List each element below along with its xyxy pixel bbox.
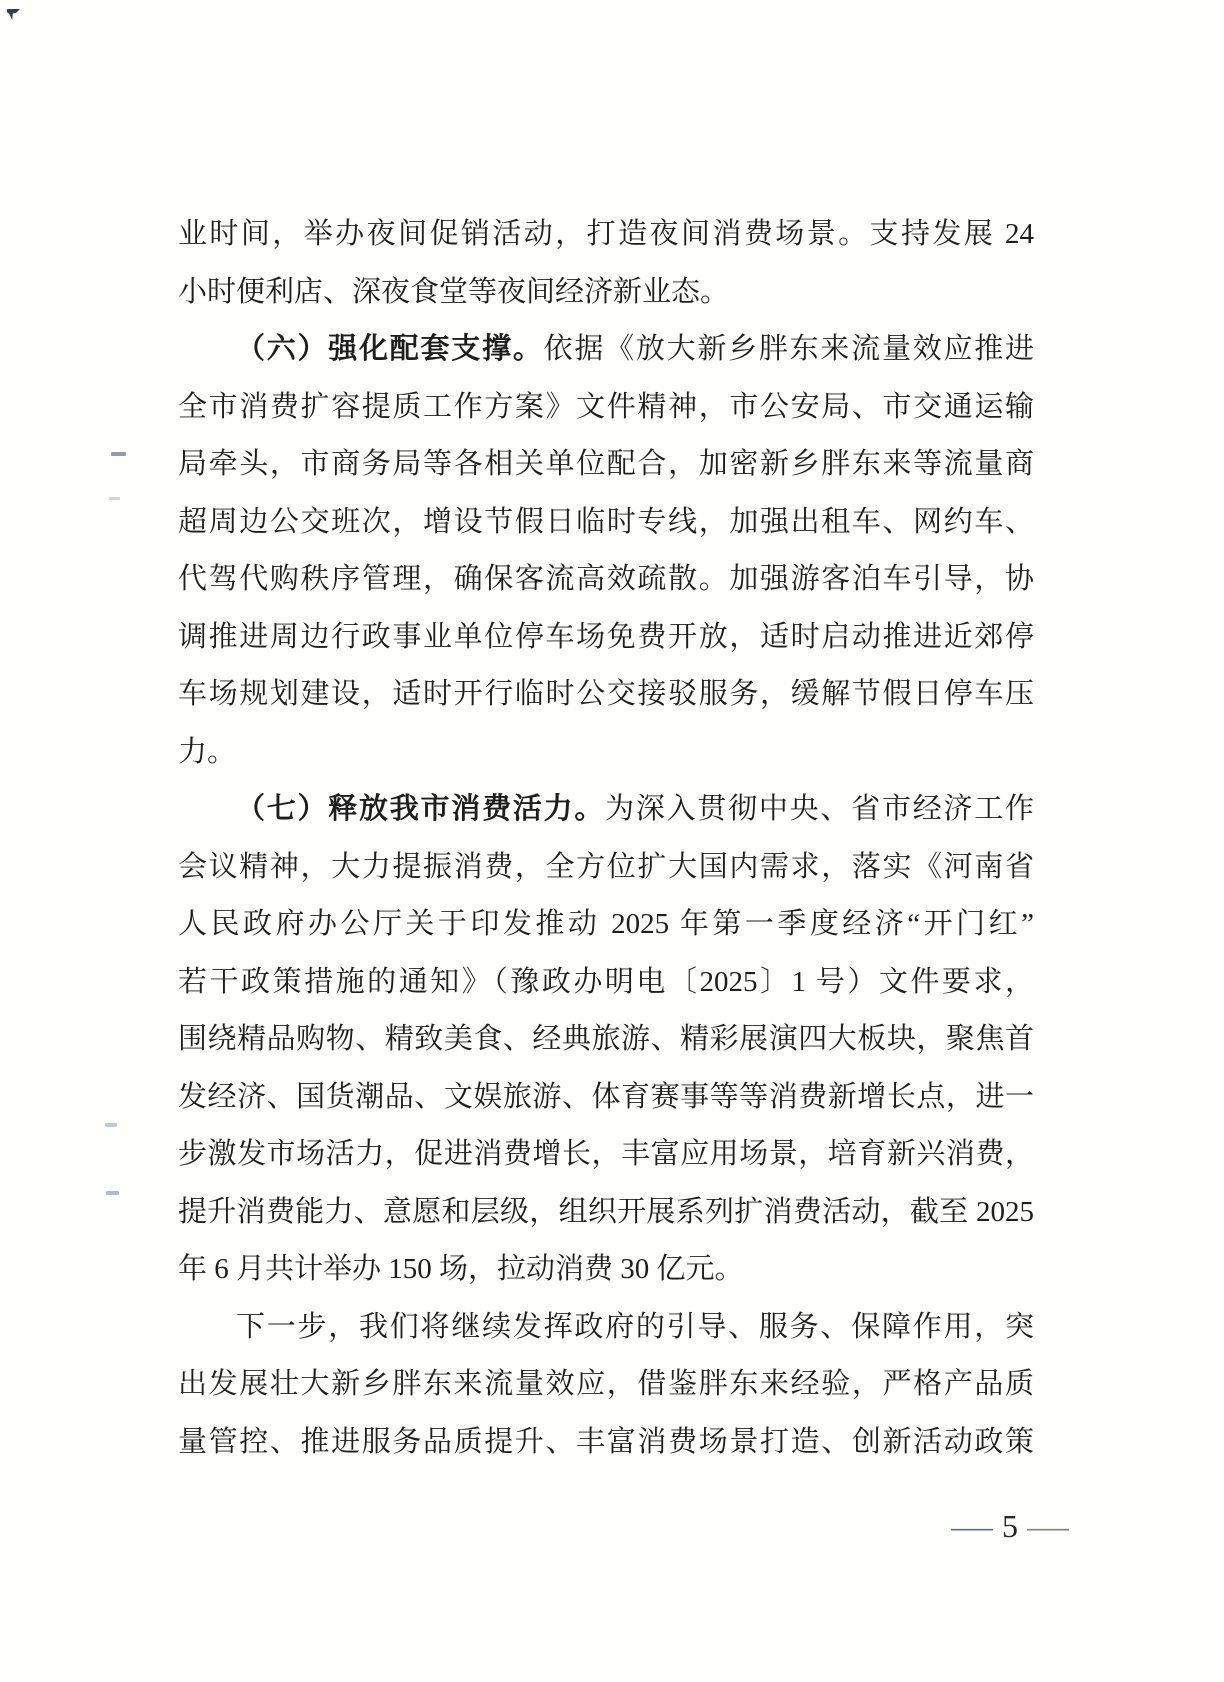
- text-line: [178, 494, 1034, 552]
- line-text: 提升消费能力、意愿和层级，组织开展系列扩消费活动，截至 2025: [178, 1195, 1034, 1228]
- line-text: 人民政府办公厅关于印发推动 2025 年第一季度经济“开门红”: [178, 908, 1034, 940]
- scan-corner-artifact: [7, 9, 20, 20]
- text-line: [178, 839, 1034, 897]
- line-text: 车场规划建设，适时开行临时公交接驳服务，缓解节假日停车压: [178, 678, 1034, 710]
- scan-margin-mark: [106, 1191, 119, 1195]
- line-text: 依据《放大新乡胖东来流量效应推进: [543, 333, 1034, 365]
- line-text: 步激发市场活力，促进消费增长，丰富应用场景，培育新兴消费，: [178, 1138, 1034, 1170]
- text-line: [178, 954, 1034, 1012]
- page-number-dash-right: —: [1027, 1508, 1069, 1544]
- text-line: [178, 1414, 1034, 1472]
- text-line: [178, 206, 1034, 264]
- text-line: [178, 896, 1034, 954]
- line-text: 出发展壮大新乡胖东来流量效应，借鉴胖东来经验，严格产品质: [178, 1368, 1034, 1400]
- body-text: [178, 206, 1034, 1471]
- line-text: 局牵头，市商务局等各相关单位配合，加密新乡胖东来等流量商: [178, 448, 1034, 480]
- text-line: [178, 436, 1034, 494]
- text-line: [178, 321, 1034, 379]
- text-line: [178, 724, 1034, 782]
- scan-margin-mark: [109, 497, 120, 500]
- text-line: [178, 781, 1034, 839]
- line-text: 代驾代购秩序管理，确保客流高效疏散。加强游客泊车引导，协: [178, 563, 1034, 595]
- line-text: 会议精神，大力提振消费，全方位扩大国内需求，落实《河南省: [178, 850, 1034, 883]
- line-text: 全市消费扩容提质工作方案》文件精神，市公安局、市交通运输: [178, 390, 1034, 423]
- text-line: [178, 609, 1034, 667]
- scan-margin-mark: [105, 1123, 117, 1127]
- text-line: [178, 1184, 1034, 1242]
- line-text: 小时便利店、深夜食堂等夜间经济新业态。: [178, 275, 730, 308]
- text-line: [178, 1241, 1034, 1299]
- line-text: 量管控、推进服务品质提升、丰富消费场景打造、创新活动政策: [178, 1425, 1034, 1458]
- text-line: [178, 1011, 1034, 1069]
- line-text: 若干政策措施的通知》（豫政办明电〔2025〕1 号）文件要求，: [178, 965, 1034, 998]
- line-text: 下一步，我们将继续发挥政府的引导、服务、保障作用，突: [236, 1310, 1034, 1343]
- page-number: [951, 1508, 1069, 1545]
- line-text: 发经济、国货潮品、文娱旅游、体育赛事等等消费新增长点，进一: [178, 1080, 1034, 1113]
- text-line: [178, 264, 1034, 322]
- text-line: [178, 379, 1034, 437]
- text-line: [178, 1299, 1034, 1357]
- line-text: 力。: [178, 735, 237, 768]
- text-line: [178, 1069, 1034, 1127]
- line-text: 年 6 月共计举办 150 场，拉动消费 30 亿元。: [178, 1253, 744, 1285]
- scan-margin-mark: [111, 452, 126, 456]
- page-number-value: 5: [1002, 1508, 1018, 1544]
- section-heading-7: （七）释放我市消费活力。: [236, 793, 606, 825]
- text-line: [178, 1126, 1034, 1184]
- line-text: 为深入贯彻中央、省市经济工作: [605, 793, 1034, 825]
- text-line: [178, 666, 1034, 724]
- line-text: 业时间，举办夜间促销活动，打造夜间消费场景。支持发展 24: [178, 218, 1034, 250]
- text-line: [178, 551, 1034, 609]
- line-text: 超周边公交班次，增设节假日临时专线，加强出租车、网约车、: [178, 505, 1034, 538]
- page-number-dash-left: —: [951, 1508, 993, 1544]
- section-heading-6: （六）强化配套支撑。: [236, 333, 544, 365]
- line-text: 围绕精品购物、精致美食、经典旅游、精彩展演四大板块，聚焦首: [178, 1023, 1034, 1055]
- line-text: 调推进周边行政事业单位停车场免费开放，适时启动推进近郊停: [178, 620, 1034, 653]
- text-line: [178, 1356, 1034, 1414]
